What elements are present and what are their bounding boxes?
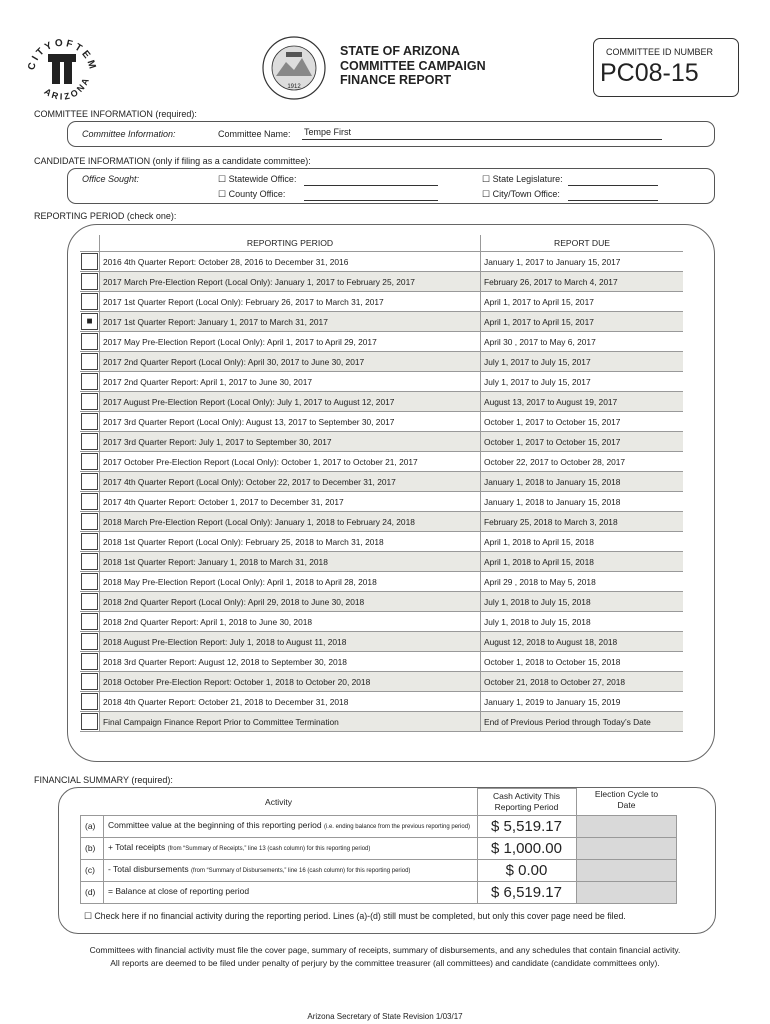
reporting-row[interactable] xyxy=(80,672,683,692)
reporting-row[interactable] xyxy=(80,552,683,572)
reporting-row[interactable] xyxy=(80,492,683,512)
svg-text:1912: 1912 xyxy=(287,84,301,90)
reporting-row-period: 2018 4th Quarter Report: October 21, 2018 to December 31, 2018 xyxy=(100,692,481,712)
reporting-row-due: February 26, 2017 to March 4, 2017 xyxy=(481,272,684,292)
financial-summary-table xyxy=(80,788,677,904)
reporting-row-due: January 1, 2019 to January 15, 2019 xyxy=(481,692,684,712)
no-activity-checkbox[interactable] xyxy=(84,911,626,922)
reporting-row-checkbox[interactable] xyxy=(81,353,98,370)
committee-info-label: Committee Information: xyxy=(82,129,176,139)
reporting-row-due: April 1, 2017 to April 15, 2017 xyxy=(481,312,684,332)
financial-header-row xyxy=(81,789,677,816)
reporting-row-period: 2017 May Pre-Election Report (Local Only): April 1, 2017 to April 29, 2017 xyxy=(100,332,481,352)
reporting-row[interactable] xyxy=(80,372,683,392)
revision-note: Arizona Secretary of State Revision 1/03/17 xyxy=(307,1012,463,1021)
title-line-1: STATE OF ARIZONA xyxy=(340,44,460,58)
no-activity-text: ☐ Check here if no financial activity during the reporting period. Lines (a)-(d) still must be completed, but only this cover page need be filed. xyxy=(84,911,626,921)
financial-row-amount[interactable]: $ 0.00 xyxy=(477,859,576,881)
col-cash-line-1: Cash Activity This xyxy=(493,790,560,801)
reporting-row-period: 2018 August Pre-Election Report: July 1, 2018 to August 11, 2018 xyxy=(100,632,481,652)
reporting-row[interactable] xyxy=(80,292,683,312)
reporting-row-due: End of Previous Period through Today’s Date xyxy=(481,712,684,732)
reporting-row-checkbox[interactable] xyxy=(81,633,98,650)
state-legislature-line xyxy=(568,185,658,186)
reporting-row-due: April 29 , 2018 to May 5, 2018 xyxy=(481,572,684,592)
reporting-row-due: April 30 , 2017 to May 6, 2017 xyxy=(481,332,684,352)
footer-line-2: All reports are deemed to be filed under penalty of perjury by the committee treasurer (all committees) and candidate (candidate committees only). xyxy=(110,958,660,968)
financial-row xyxy=(81,859,677,881)
reporting-row-period: 2017 3rd Quarter Report (Local Only): August 13, 2017 to September 30, 2017 xyxy=(100,412,481,432)
reporting-row-checkbox[interactable] xyxy=(81,613,98,630)
reporting-section-label: REPORTING PERIOD (check one): xyxy=(34,211,177,221)
financial-row-letter: (d) xyxy=(81,881,104,903)
reporting-row-checkbox[interactable] xyxy=(81,493,98,510)
reporting-row[interactable] xyxy=(80,592,683,612)
reporting-row[interactable] xyxy=(80,652,683,672)
financial-row xyxy=(81,837,677,859)
reporting-row[interactable] xyxy=(80,532,683,552)
reporting-row-due: January 1, 2018 to January 15, 2018 xyxy=(481,492,684,512)
reporting-row-period: 2017 March Pre-Election Report (Local Only): January 1, 2017 to February 25, 2017 xyxy=(100,272,481,292)
reporting-row-period: 2017 2nd Quarter Report (Local Only): April 30, 2017 to June 30, 2017 xyxy=(100,352,481,372)
financial-row-label: = Balance at close of reporting period xyxy=(108,886,250,896)
financial-row-cycle[interactable] xyxy=(576,859,677,881)
reporting-row-checkbox[interactable] xyxy=(81,713,98,730)
financial-row-activity xyxy=(104,837,478,859)
col-cash-activity xyxy=(477,789,576,816)
reporting-row-due: April 1, 2018 to April 15, 2018 xyxy=(481,552,684,572)
reporting-row-due: October 1, 2017 to October 15, 2017 xyxy=(481,412,684,432)
reporting-row-checkbox[interactable] xyxy=(81,453,98,470)
reporting-row-checkbox[interactable] xyxy=(81,693,98,710)
reporting-row-checkbox[interactable] xyxy=(81,513,98,530)
col-activity: Activity xyxy=(81,789,478,816)
reporting-row-period: 2017 1st Quarter Report (Local Only): February 26, 2017 to March 31, 2017 xyxy=(100,292,481,312)
committee-id-value[interactable]: PC08-15 xyxy=(600,59,699,87)
reporting-row-checkbox[interactable] xyxy=(81,373,98,390)
reporting-row-due: January 1, 2017 to January 15, 2017 xyxy=(481,252,684,272)
financial-row-note: (i.e. ending balance from the previous reporting period) xyxy=(323,824,471,830)
county-office-line xyxy=(304,200,438,201)
reporting-row-period: 2017 4th Quarter Report (Local Only): October 22, 2017 to December 31, 2017 xyxy=(100,472,481,492)
reporting-row-checkbox[interactable] xyxy=(81,253,98,270)
financial-row-label: Committee value at the beginning of this reporting period xyxy=(108,820,322,830)
state-seal-image xyxy=(262,36,326,100)
financial-row-label: + Total receipts xyxy=(108,842,166,852)
reporting-row-due: July 1, 2017 to July 15, 2017 xyxy=(481,372,684,392)
reporting-row-period: 2017 4th Quarter Report: October 1, 2017 to December 31, 2017 xyxy=(100,492,481,512)
reporting-row-checkbox[interactable] xyxy=(81,413,98,430)
state-legislature-checkbox[interactable]: ☐ State Legislature: xyxy=(482,174,563,184)
reporting-row[interactable] xyxy=(80,612,683,632)
footer-line-1: Committees with financial activity must file the cover page, summary of receipts, summary of disbursements, and any schedules that contain financial activity. xyxy=(89,945,681,955)
financial-row-cycle[interactable] xyxy=(576,881,677,903)
reporting-row-due: October 22, 2017 to October 28, 2017 xyxy=(481,452,684,472)
reporting-row-period: 2018 3rd Quarter Report: August 12, 2018 to September 30, 2018 xyxy=(100,652,481,672)
reporting-row-period: 2017 August Pre-Election Report (Local Only): July 1, 2017 to August 12, 2017 xyxy=(100,392,481,412)
reporting-row[interactable] xyxy=(80,512,683,532)
reporting-row-period: 2018 2nd Quarter Report (Local Only): April 29, 2018 to June 30, 2018 xyxy=(100,592,481,612)
financial-row-cycle[interactable] xyxy=(576,837,677,859)
reporting-row[interactable] xyxy=(80,392,683,412)
reporting-row[interactable] xyxy=(80,252,683,272)
reporting-row-checkbox[interactable] xyxy=(81,433,98,450)
reporting-row-period: 2017 1st Quarter Report: January 1, 2017 to March 31, 2017 xyxy=(100,312,481,332)
financial-row-letter: (c) xyxy=(81,859,104,881)
office-sought-label: Office Sought: xyxy=(82,174,140,184)
reporting-row-period: 2017 2nd Quarter Report: April 1, 2017 to June 30, 2017 xyxy=(100,372,481,392)
reporting-row-period: 2018 March Pre-Election Report (Local Only): January 1, 2018 to February 24, 2018 xyxy=(100,512,481,532)
reporting-table-header xyxy=(80,235,683,252)
reporting-row-due: February 25, 2018 to March 3, 2018 xyxy=(481,512,684,532)
reporting-period-table xyxy=(80,235,683,732)
committee-name-line xyxy=(302,139,662,140)
financial-row-amount[interactable]: $ 1,000.00 xyxy=(477,837,576,859)
reporting-row-checkbox[interactable] xyxy=(81,593,98,610)
city-of-tempe-logo xyxy=(22,30,102,110)
reporting-row-checkbox[interactable] xyxy=(81,473,98,490)
reporting-row[interactable] xyxy=(80,432,683,452)
reporting-row-period: 2018 1st Quarter Report (Local Only): February 25, 2018 to March 31, 2018 xyxy=(100,532,481,552)
reporting-row[interactable] xyxy=(80,452,683,472)
reporting-row-due: July 1, 2018 to July 15, 2018 xyxy=(481,612,684,632)
financial-row-activity xyxy=(104,815,478,837)
reporting-row[interactable] xyxy=(80,692,683,712)
candidate-info-box xyxy=(67,168,715,204)
reporting-row-due: October 1, 2017 to October 15, 2017 xyxy=(481,432,684,452)
reporting-row-due: January 1, 2018 to January 15, 2018 xyxy=(481,472,684,492)
reporting-row[interactable] xyxy=(80,472,683,492)
reporting-row-due: August 12, 2018 to August 18, 2018 xyxy=(481,632,684,652)
reporting-row-checkbox[interactable] xyxy=(81,533,98,550)
county-office-checkbox[interactable]: ☐ County Office: xyxy=(218,189,286,199)
reporting-row[interactable] xyxy=(80,632,683,652)
committee-section-label: COMMITTEE INFORMATION (required): xyxy=(34,109,197,119)
committee-id-box xyxy=(593,38,739,97)
reporting-row[interactable] xyxy=(80,412,683,432)
reporting-row[interactable] xyxy=(80,572,683,592)
col-cycle-line-1: Election Cycle to xyxy=(594,788,659,799)
statewide-office-checkbox[interactable]: ☐ Statewide Office: xyxy=(218,174,297,184)
col-reporting-period: REPORTING PERIOD xyxy=(100,235,481,252)
title-line-3: FINANCE REPORT xyxy=(340,73,452,87)
reporting-row-period: 2018 2nd Quarter Report: April 1, 2018 to June 30, 2018 xyxy=(100,612,481,632)
reporting-row-checkbox[interactable] xyxy=(81,553,98,570)
svg-text:A R I Z O N A: A R I Z O N A xyxy=(42,76,91,102)
reporting-row-period: 2018 October Pre-Election Report: October 1, 2018 to October 20, 2018 xyxy=(100,672,481,692)
reporting-row-due: April 1, 2017 to April 15, 2017 xyxy=(481,292,684,312)
reporting-row-period: 2018 1st Quarter Report: January 1, 2018 to March 31, 2018 xyxy=(100,552,481,572)
reporting-row-due: July 1, 2017 to July 15, 2017 xyxy=(481,352,684,372)
financial-row-amount[interactable]: $ 5,519.17 xyxy=(477,815,576,837)
reporting-row-due: October 21, 2018 to October 27, 2018 xyxy=(481,672,684,692)
reporting-row-due: October 1, 2018 to October 15, 2018 xyxy=(481,652,684,672)
reporting-row-checkbox[interactable] xyxy=(81,273,98,290)
financial-row xyxy=(81,881,677,903)
financial-row-amount[interactable]: $ 6,519.17 xyxy=(477,881,576,903)
col-cash-line-2: Reporting Period xyxy=(494,801,559,812)
reporting-row[interactable] xyxy=(80,352,683,372)
reporting-row[interactable] xyxy=(80,332,683,352)
city-office-checkbox[interactable]: ☐ City/Town Office: xyxy=(482,189,560,199)
reporting-row-period: 2016 4th Quarter Report: October 28, 2016 to December 31, 2016 xyxy=(100,252,481,272)
col-election-cycle xyxy=(576,789,677,816)
financial-section-label: FINANCIAL SUMMARY (required): xyxy=(34,775,173,785)
financial-row xyxy=(81,815,677,837)
reporting-row-checkbox[interactable] xyxy=(81,393,98,410)
reporting-row-checkbox[interactable] xyxy=(81,653,98,670)
reporting-row[interactable] xyxy=(80,312,683,332)
reporting-row-due: July 1, 2018 to July 15, 2018 xyxy=(481,592,684,612)
reporting-row-period: Final Campaign Finance Report Prior to Committee Termination xyxy=(100,712,481,732)
title-line-2: COMMITTEE CAMPAIGN xyxy=(340,58,486,73)
financial-row-letter: (a) xyxy=(81,815,104,837)
committee-id-label: COMMITTEE ID NUMBER xyxy=(606,47,713,57)
committee-name-label: Committee Name: xyxy=(218,129,291,139)
reporting-row-period: 2017 3rd Quarter Report: July 1, 2017 to September 30, 2017 xyxy=(100,432,481,452)
financial-row-activity xyxy=(104,859,478,881)
reporting-row-period: 2018 May Pre-Election Report (Local Only): April 1, 2018 to April 28, 2018 xyxy=(100,572,481,592)
statewide-office-line xyxy=(304,185,438,186)
col-report-due: REPORT DUE xyxy=(481,235,684,252)
reporting-row-checkbox[interactable] xyxy=(81,673,98,690)
candidate-section-label: CANDIDATE INFORMATION (only if filing as a candidate committee): xyxy=(34,156,311,166)
financial-row-note: (from “Summary of Receipts,” line 13 (cash column) for this reporting period) xyxy=(167,846,371,852)
financial-row-activity xyxy=(104,881,478,903)
reporting-row-checkbox[interactable] xyxy=(81,573,98,590)
reporting-row-due: August 13, 2017 to August 19, 2017 xyxy=(481,392,684,412)
reporting-row-checkbox[interactable]: ■ xyxy=(81,313,98,330)
reporting-row-checkbox[interactable] xyxy=(81,293,98,310)
city-office-line xyxy=(568,200,658,201)
financial-row-letter: (b) xyxy=(81,837,104,859)
committee-name-value[interactable]: Tempe First xyxy=(304,127,352,137)
report-title xyxy=(340,44,540,88)
reporting-row[interactable] xyxy=(80,712,683,732)
reporting-row-checkbox[interactable] xyxy=(81,333,98,350)
reporting-row-period: 2017 October Pre-Election Report (Local Only): October 1, 2017 to October 21, 2017 xyxy=(100,452,481,472)
svg-text:C I T Y O F T E M P E: C I T Y O F T E M xyxy=(26,37,98,72)
footer-notes xyxy=(0,944,770,970)
committee-info-box xyxy=(67,121,715,147)
col-cycle-line-2: Date xyxy=(617,799,636,810)
reporting-row[interactable] xyxy=(80,272,683,292)
financial-row-note: (from “Summary of Disbursements,” line 16 (cash column) for this reporting period) xyxy=(191,868,411,874)
financial-row-label: - Total disbursements xyxy=(108,864,189,874)
reporting-row-due: April 1, 2018 to April 15, 2018 xyxy=(481,532,684,552)
financial-row-cycle[interactable] xyxy=(576,815,677,837)
